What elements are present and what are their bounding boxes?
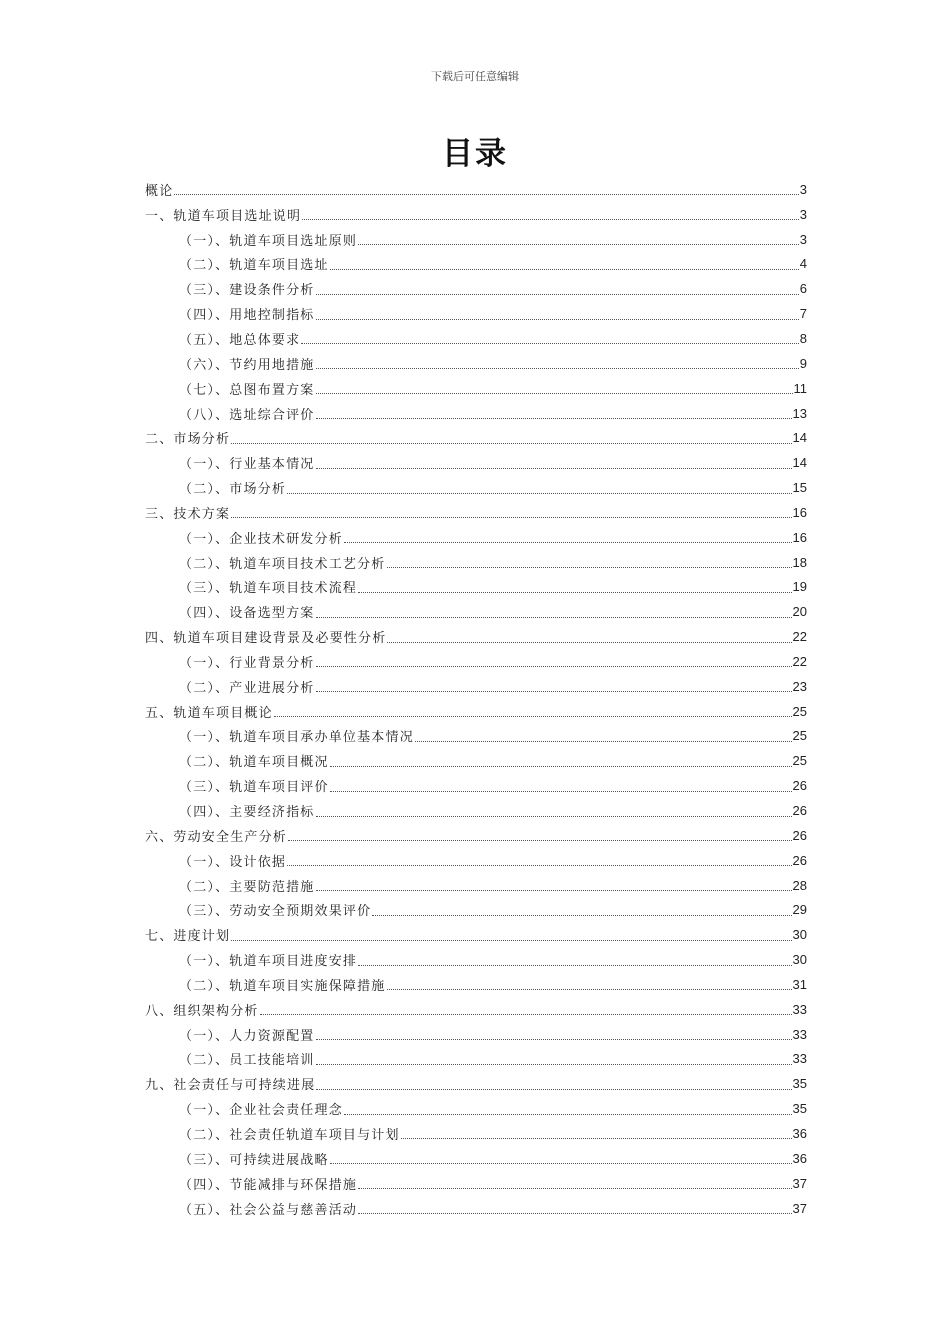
toc-entry[interactable] [145, 972, 807, 997]
toc-entry[interactable] [145, 401, 807, 426]
toc-dot-leader [401, 1137, 792, 1139]
toc-dot-leader [287, 864, 791, 866]
toc-entry[interactable] [145, 848, 807, 873]
toc-entry-title: 四、轨道车项目建设背景及必要性分析 [145, 631, 387, 647]
toc-entry-page-number: 22 [792, 629, 807, 645]
toc-entry-page-number: 25 [792, 728, 807, 744]
toc-entry-title: （三）、可持续进展战略 [179, 1152, 329, 1168]
toc-entry[interactable] [145, 873, 807, 898]
toc-dot-leader [316, 665, 792, 667]
toc-entry-page-number: 30 [792, 927, 807, 943]
toc-entry-page-number: 14 [792, 430, 807, 446]
toc-dot-leader [316, 1063, 792, 1065]
toc-entry-title: （二）、轨道车项目选址 [179, 258, 329, 274]
toc-entry-title: （二）、轨道车项目概况 [179, 755, 329, 771]
toc-entry[interactable] [145, 699, 807, 724]
toc-entry-page-number: 14 [792, 455, 807, 471]
toc-entry-title: 九、社会责任与可持续进展 [145, 1078, 316, 1094]
toc-entry-title: （四）、节能减排与环保措施 [179, 1177, 358, 1193]
toc-entry[interactable] [145, 1196, 807, 1221]
toc-dot-leader [231, 516, 791, 518]
toc-entry-title: （一）、行业基本情况 [179, 457, 315, 473]
toc-entry-title: （三）、轨道车项目评价 [179, 780, 329, 796]
toc-entry-title: （一）、轨道车项目选址原则 [179, 233, 358, 249]
toc-entry[interactable] [145, 748, 807, 773]
toc-entry-page-number: 8 [799, 330, 807, 346]
toc-entry-page-number: 36 [792, 1125, 807, 1141]
toc-entry-page-number: 23 [792, 678, 807, 694]
toc-dot-leader [330, 1162, 792, 1164]
toc-dot-leader [302, 218, 799, 220]
toc-entry-page-number: 30 [792, 952, 807, 968]
toc-entry-title: （一）、设计依据 [179, 854, 287, 870]
toc-entry[interactable] [145, 425, 807, 450]
toc-dot-leader [316, 616, 792, 618]
toc-entry-title: 一、轨道车项目选址说明 [145, 208, 302, 224]
toc-entry[interactable] [145, 997, 807, 1022]
toc-entry-title: （二）、产业进展分析 [179, 680, 315, 696]
toc-dot-leader [316, 690, 792, 692]
toc-entry-page-number: 26 [792, 827, 807, 843]
toc-entry[interactable] [145, 1047, 807, 1072]
toc-entry-title: （四）、主要经济指标 [179, 805, 315, 821]
toc-entry-page-number: 7 [799, 306, 807, 322]
toc-dot-leader [231, 939, 791, 941]
toc-entry-title: （八）、选址综合评价 [179, 407, 315, 423]
table-of-contents [145, 177, 807, 1220]
toc-entry[interactable] [145, 575, 807, 600]
toc-entry-title: （二）、轨道车项目技术工艺分析 [179, 556, 386, 572]
toc-entry[interactable] [145, 724, 807, 749]
toc-entry[interactable] [145, 227, 807, 252]
toc-dot-leader [344, 1113, 792, 1115]
toc-dot-leader [358, 1212, 791, 1214]
toc-entry-title: （三）、建设条件分析 [179, 283, 315, 299]
toc-dot-leader [316, 367, 799, 369]
toc-entry[interactable] [145, 947, 807, 972]
toc-entry[interactable] [145, 252, 807, 277]
toc-entry-title: （二）、市场分析 [179, 482, 287, 498]
toc-entry-title: （五）、地总体要求 [179, 332, 301, 348]
toc-dot-leader [316, 467, 792, 469]
toc-entry-page-number: 6 [799, 281, 807, 297]
toc-entry[interactable] [145, 798, 807, 823]
toc-entry-page-number: 16 [792, 504, 807, 520]
toc-entry-title: （一）、轨道车项目承办单位基本情况 [179, 730, 414, 746]
page-title: 目录 [442, 136, 508, 172]
toc-dot-leader [372, 914, 791, 916]
toc-entry[interactable] [145, 1022, 807, 1047]
toc-entry-title: 六、劳动安全生产分析 [145, 829, 288, 845]
toc-dot-leader [260, 1013, 792, 1015]
toc-entry-page-number: 33 [792, 1026, 807, 1042]
toc-entry[interactable] [145, 276, 807, 301]
toc-entry-page-number: 31 [792, 976, 807, 992]
toc-entry-page-number: 35 [792, 1076, 807, 1092]
toc-entry-title: 概论 [145, 183, 174, 199]
toc-entry-title: （一）、行业背景分析 [179, 655, 315, 671]
toc-dot-leader [358, 1187, 791, 1189]
toc-entry[interactable] [145, 202, 807, 227]
toc-dot-leader [344, 541, 792, 543]
toc-entry[interactable] [145, 450, 807, 475]
toc-entry-page-number: 22 [792, 653, 807, 669]
toc-entry[interactable] [145, 674, 807, 699]
toc-dot-leader [358, 964, 791, 966]
toc-entry[interactable] [145, 1096, 807, 1121]
toc-dot-leader [288, 839, 792, 841]
toc-entry[interactable] [145, 823, 807, 848]
toc-dot-leader [301, 342, 798, 344]
toc-entry-page-number: 13 [792, 405, 807, 421]
toc-entry-title: （一）、企业技术研发分析 [179, 531, 343, 547]
toc-entry-page-number: 11 [793, 380, 807, 396]
toc-entry[interactable] [145, 1071, 807, 1096]
toc-dot-leader [387, 566, 792, 568]
toc-entry[interactable] [145, 475, 807, 500]
toc-entry-title: 七、进度计划 [145, 929, 231, 945]
toc-entry-title: （一）、轨道车项目进度安排 [179, 954, 358, 970]
toc-entry-page-number: 35 [792, 1101, 807, 1117]
toc-entry-title: （二）、主要防范措施 [179, 879, 315, 895]
toc-entry-title: （六）、节约用地措施 [179, 357, 315, 373]
toc-entry-page-number: 26 [792, 803, 807, 819]
toc-entry-page-number: 37 [792, 1200, 807, 1216]
toc-dot-leader [287, 492, 791, 494]
toc-entry-page-number: 4 [799, 256, 807, 272]
toc-dot-leader [358, 591, 791, 593]
toc-entry-title: （七）、总图布置方案 [179, 382, 315, 398]
toc-entry-title: （一）、人力资源配置 [179, 1028, 315, 1044]
toc-dot-leader [316, 392, 793, 394]
toc-dot-leader [387, 988, 792, 990]
toc-entry-title: （三）、轨道车项目技术流程 [179, 581, 358, 597]
toc-dot-leader [387, 641, 791, 643]
toc-entry[interactable] [145, 922, 807, 947]
toc-entry-title: （二）、社会责任轨道车项目与计划 [179, 1127, 400, 1143]
toc-entry-page-number: 25 [792, 703, 807, 719]
toc-entry[interactable] [145, 649, 807, 674]
toc-entry-page-number: 15 [792, 480, 807, 496]
toc-entry-page-number: 16 [792, 529, 807, 545]
toc-entry[interactable] [145, 326, 807, 351]
toc-entry[interactable] [145, 624, 807, 649]
toc-entry-page-number: 3 [799, 181, 807, 197]
toc-dot-leader [174, 193, 798, 195]
toc-entry-page-number: 3 [799, 206, 807, 222]
toc-dot-leader [316, 417, 792, 419]
toc-entry-page-number: 28 [792, 877, 807, 893]
toc-dot-leader [330, 765, 792, 767]
toc-entry-title: （二）、员工技能培训 [179, 1053, 315, 1069]
toc-dot-leader [358, 243, 799, 245]
toc-entry[interactable] [145, 376, 807, 401]
toc-entry[interactable] [145, 500, 807, 525]
toc-entry-title: 八、组织架构分析 [145, 1003, 259, 1019]
toc-entry[interactable] [145, 599, 807, 624]
toc-entry-page-number: 36 [792, 1150, 807, 1166]
toc-entry-page-number: 9 [799, 355, 807, 371]
toc-dot-leader [330, 790, 792, 792]
toc-dot-leader [316, 815, 792, 817]
toc-entry[interactable] [145, 177, 807, 202]
toc-entry-page-number: 37 [792, 1175, 807, 1191]
toc-entry[interactable] [145, 351, 807, 376]
toc-entry-page-number: 26 [792, 778, 807, 794]
toc-entry[interactable] [145, 525, 807, 550]
toc-entry[interactable] [145, 1171, 807, 1196]
toc-entry-page-number: 29 [792, 902, 807, 918]
toc-entry-page-number: 33 [792, 1001, 807, 1017]
toc-dot-leader [274, 715, 792, 717]
toc-entry[interactable] [145, 1121, 807, 1146]
toc-entry-page-number: 26 [792, 852, 807, 868]
toc-dot-leader [316, 889, 792, 891]
toc-entry[interactable] [145, 897, 807, 922]
toc-entry-page-number: 19 [792, 579, 807, 595]
toc-entry-title: （一）、企业社会责任理念 [179, 1103, 343, 1119]
toc-entry-title: （四）、设备选型方案 [179, 606, 315, 622]
toc-entry-page-number: 3 [799, 231, 807, 247]
toc-dot-leader [330, 268, 799, 270]
toc-entry-page-number: 18 [792, 554, 807, 570]
toc-entry-page-number: 25 [792, 753, 807, 769]
toc-dot-leader [415, 740, 792, 742]
toc-entry-title: （三）、劳动安全预期效果评价 [179, 904, 372, 920]
header-note: 下载后可任意编辑 [431, 70, 519, 83]
toc-entry-title: 二、市场分析 [145, 432, 231, 448]
toc-dot-leader [231, 442, 791, 444]
toc-dot-leader [316, 318, 799, 320]
toc-entry-title: （五）、社会公益与慈善活动 [179, 1202, 358, 1218]
toc-entry[interactable] [145, 550, 807, 575]
toc-entry[interactable] [145, 1146, 807, 1171]
toc-dot-leader [316, 1088, 791, 1090]
toc-dot-leader [316, 293, 799, 295]
toc-entry-title: （四）、用地控制指标 [179, 308, 315, 324]
toc-entry-page-number: 33 [792, 1051, 807, 1067]
toc-entry[interactable] [145, 773, 807, 798]
toc-entry-title: 五、轨道车项目概论 [145, 705, 273, 721]
toc-entry[interactable] [145, 301, 807, 326]
toc-entry-page-number: 20 [792, 604, 807, 620]
toc-dot-leader [316, 1038, 792, 1040]
toc-entry-title: 三、技术方案 [145, 506, 231, 522]
toc-entry-title: （二）、轨道车项目实施保障措施 [179, 978, 386, 994]
